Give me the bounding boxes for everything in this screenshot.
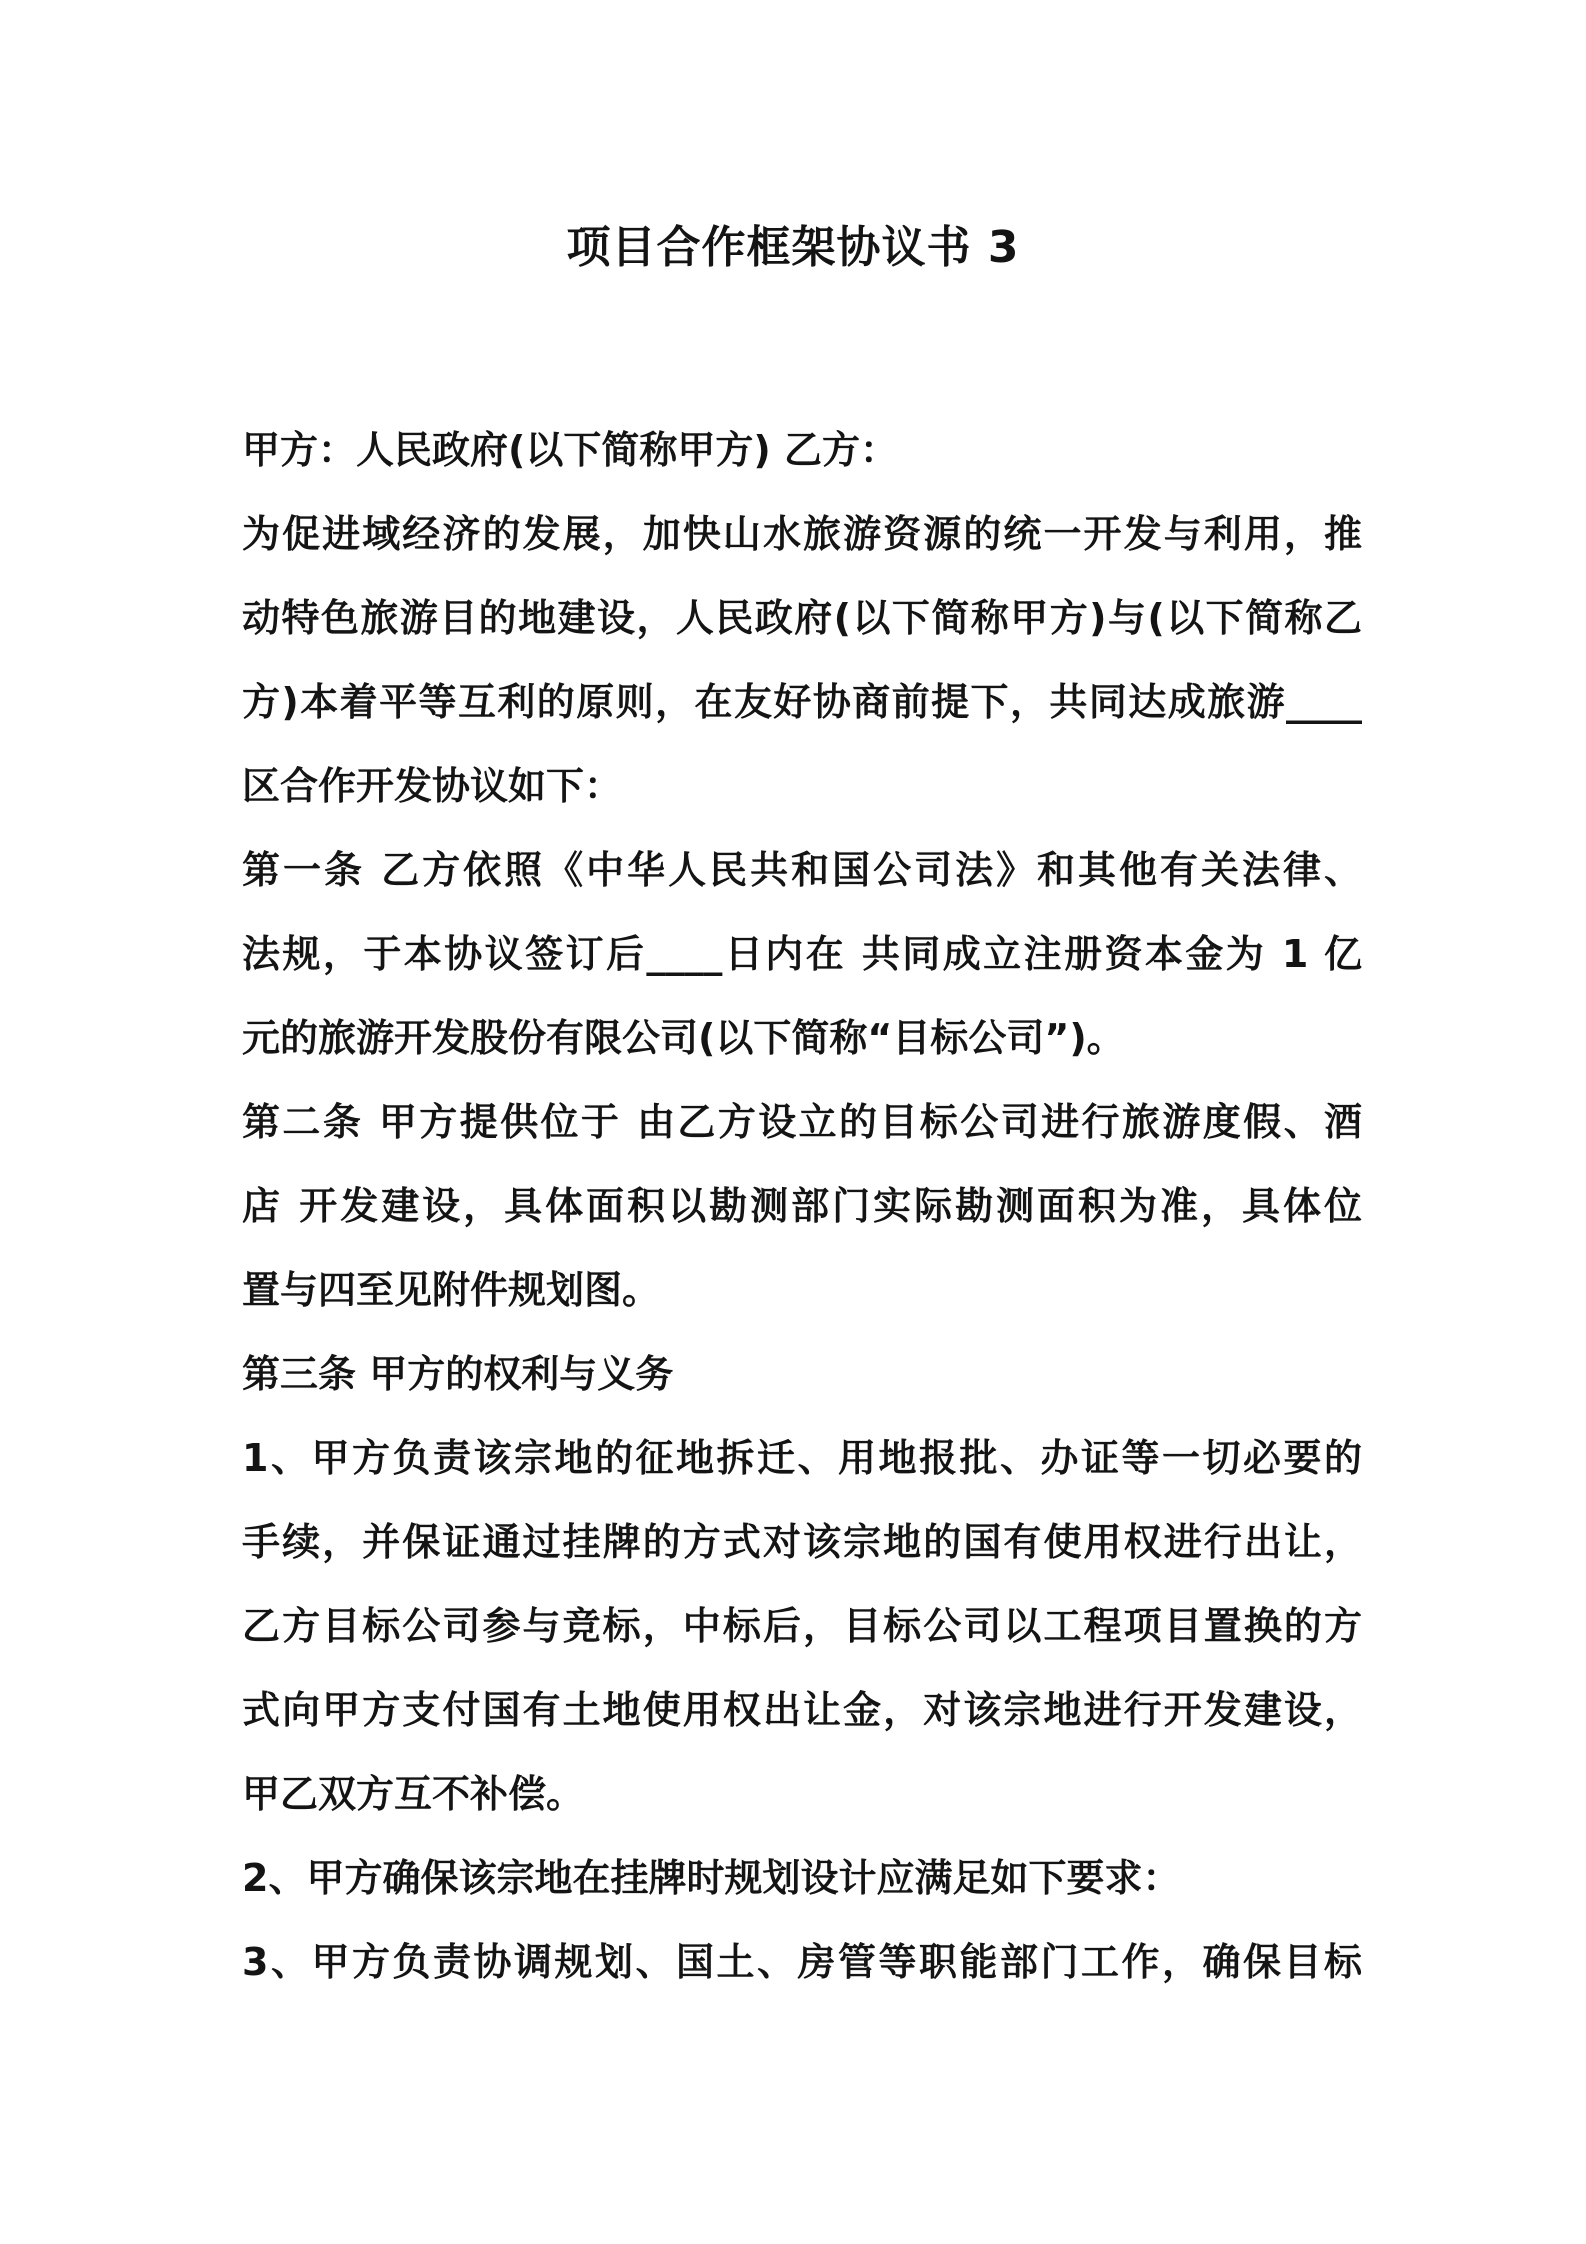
paragraph-line: 动特色旅游目的地建设，人民政府(以下简称甲方)与(以下简称乙 — [242, 596, 1362, 640]
paragraph-line: 为促进域经济的发展，加快山水旅游资源的统一开发与利用，推 — [242, 512, 1362, 556]
document-body — [242, 408, 1362, 2004]
article-1-line: 第一条 乙方依照《中华人民共和国公司法》和其他有关法律、 — [242, 848, 1362, 892]
clause-1-line: 乙方目标公司参与竞标，中标后，目标公司以工程项目置换的方 — [242, 1604, 1362, 1648]
article-2-line: 置与四至见附件规划图。 — [242, 1268, 661, 1312]
clause-1-line: 1、甲方负责该宗地的征地拆迁、用地报批、办证等一切必要的 — [242, 1436, 1362, 1480]
paragraph-line: 区合作开发协议如下： — [242, 764, 623, 808]
article-1-line: 元的旅游开发股份有限公司(以下简称“目标公司”)。 — [242, 1016, 1125, 1060]
party-line: 甲方：人民政府(以下简称甲方) 乙方： — [242, 428, 898, 472]
article-2-line: 第二条 甲方提供位于 由乙方设立的目标公司进行旅游度假、酒 — [242, 1100, 1362, 1144]
paragraph-line: 方)本着平等互利的原则，在友好协商前提下，共同达成旅游____ — [242, 680, 1362, 724]
clause-3-line: 3、甲方负责协调规划、国土、房管等职能部门工作，确保目标 — [242, 1940, 1362, 1984]
article-3-heading: 第三条 甲方的权利与义务 — [242, 1352, 674, 1396]
clause-2-line: 2、甲方确保该宗地在挂牌时规划设计应满足如下要求： — [242, 1856, 1181, 1900]
article-2-line: 店 开发建设，具体面积以勘测部门实际勘测面积为准，具体位 — [242, 1184, 1362, 1228]
clause-1-line: 手续，并保证通过挂牌的方式对该宗地的国有使用权进行出让， — [242, 1520, 1362, 1564]
document-title: 项目合作框架协议书 3 — [566, 222, 1020, 273]
article-1-line: 法规，于本协议签订后____日内在 共同成立注册资本金为 1 亿 — [242, 932, 1362, 976]
clause-1-line: 甲乙双方互不补偿。 — [242, 1772, 585, 1816]
clause-1-line: 式向甲方支付国有土地使用权出让金，对该宗地进行开发建设， — [242, 1688, 1362, 1732]
